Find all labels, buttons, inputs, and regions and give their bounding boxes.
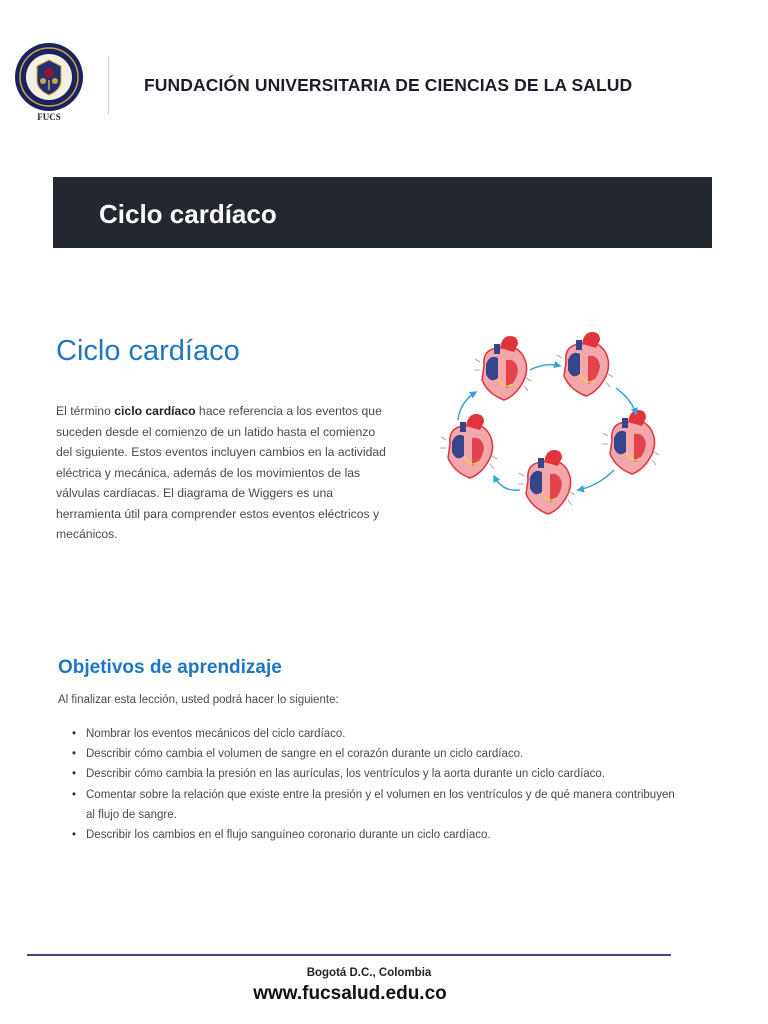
logo-caption: FUCS (37, 112, 61, 122)
objectives-list (58, 724, 678, 845)
page-header (0, 0, 768, 140)
list-item: • Comentar sobre la relación que existe entre la presión y el volumen en los ventrículos y de qué manera contribuyen al flujo de sangre. (58, 785, 678, 825)
objectives-intro: Al finalizar esta lección, usted podrá hacer lo siguiente: (58, 694, 339, 706)
intro-text-before: El término (56, 404, 115, 418)
list-item: • Describir los cambios en el flujo sanguíneo coronario durante un ciclo cardíaco. (58, 825, 678, 845)
intro-text-after: hace referencia a los eventos que suceden desde el comienzo de un latido hasta el comienzo del siguiente. Estos eventos incluyen cambios en la actividad eléctrica y mecánica, además de los movimientos de las válvulas cardíacas. El diagrama de Wiggers es una herramienta útil para comprender estos eventos eléctricos y mecánicos. (56, 404, 386, 541)
section-title: Ciclo cardíaco (56, 335, 240, 367)
title-banner (53, 177, 712, 248)
list-item: • Describir cómo cambia el volumen de sangre en el corazón durante un ciclo cardíaco. (58, 744, 678, 764)
intro-term: ciclo cardíaco (114, 404, 196, 418)
footer-divider (27, 954, 671, 956)
cardiac-cycle-illustration (436, 330, 668, 526)
list-item: • Describir cómo cambia la presión en las aurículas, los ventrículos y la aorta durante un ciclo cardíaco. (58, 764, 678, 784)
footer-city: Bogotá D.C., Colombia (306, 967, 432, 979)
list-item: • Nombrar los eventos mecánicos del ciclo cardíaco. (58, 724, 678, 744)
seal-icon (12, 40, 86, 112)
header-divider (108, 56, 109, 114)
objectives-title: Objetivos de aprendizaje (58, 657, 282, 678)
institution-logo (12, 40, 86, 130)
institution-name: FUNDACIÓN UNIVERSITARIA DE CIENCIAS DE LA SALUD (144, 75, 633, 95)
intro-paragraph (56, 401, 386, 545)
banner-title: Ciclo cardíaco (99, 199, 277, 229)
heart-cycle-icon (436, 330, 668, 526)
footer-website[interactable]: www.fucsalud.edu.co (253, 983, 447, 1004)
